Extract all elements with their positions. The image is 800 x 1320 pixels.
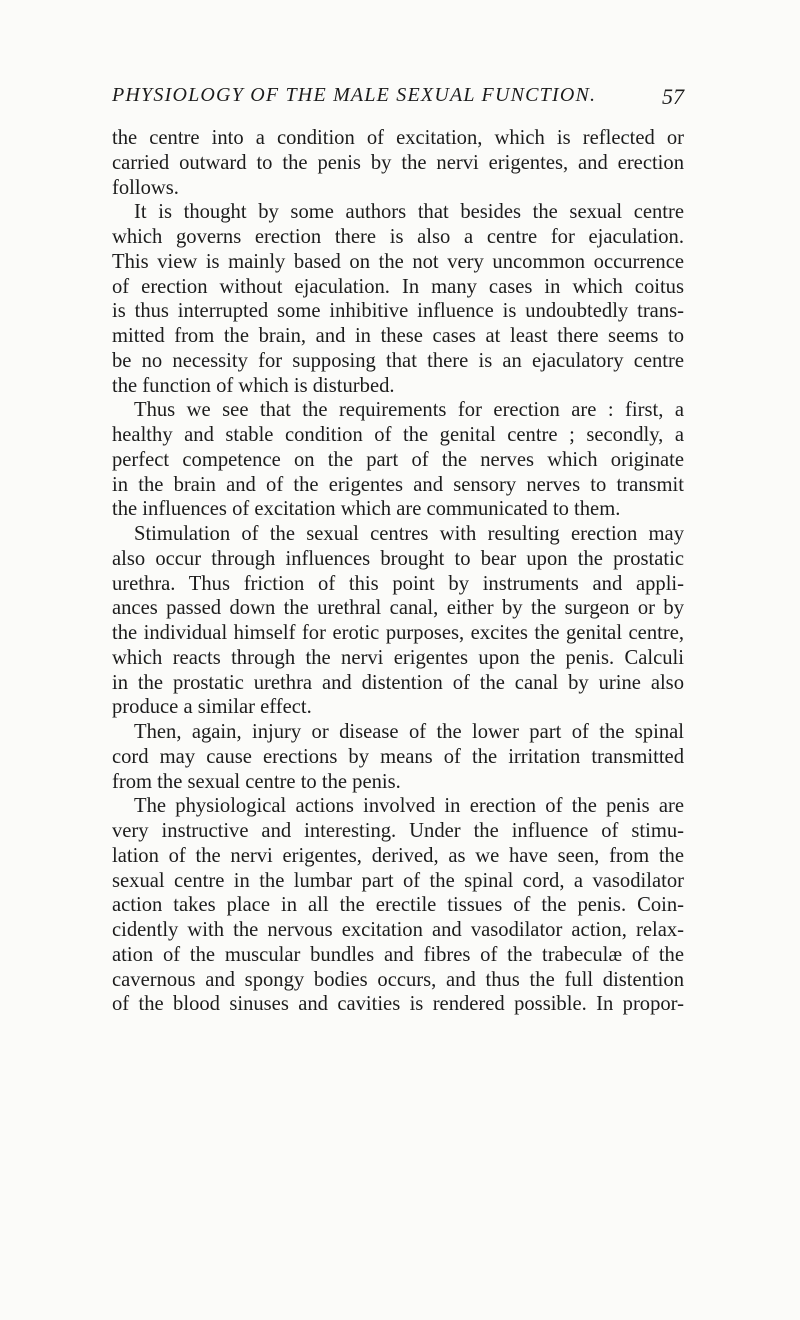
text-line: also occur through influences brought to bear upon the prostatic — [112, 547, 684, 570]
text-line: produce a similar effect. — [112, 696, 312, 719]
text-line: of the blood sinuses and cavities is rendered possible. In propor- — [112, 993, 684, 1016]
text-line: urethra. Thus friction of this point by instruments and appli- — [112, 572, 684, 595]
text-line: of erection without ejaculation. In many cases in which coitus — [112, 275, 684, 298]
text-line: from the sexual centre to the penis. — [112, 770, 401, 793]
text-line: the centre into a condition of excitation, which is reflected or — [112, 127, 684, 149]
text-line: Thus we see that the requirements for erection are : first, a — [134, 399, 684, 422]
text-line: It is thought by some authors that besides the sexual centre — [134, 201, 684, 224]
text-line: carried outward to the penis by the nervi erigentes, and erection — [112, 151, 684, 174]
text-line: The physiological actions involved in erection of the penis are — [134, 795, 684, 818]
page-number: 57 — [662, 84, 684, 109]
text-line: ation of the muscular bundles and fibres of the trabeculæ of the — [112, 943, 684, 966]
text-line: which governs erection there is also a centre for ejaculation. — [112, 226, 684, 248]
text-line: cidently with the nervous excitation and vasodilator action, relax- — [112, 919, 684, 941]
text-line: action takes place in all the erectile tissues of the penis. Coin- — [112, 894, 684, 917]
text-line: is thus interrupted some inhibitive influence is undoubtedly trans- — [112, 300, 684, 323]
text-line: very instructive and interesting. Under the influence of stimu- — [112, 820, 684, 842]
text-line: Then, again, injury or disease of the lower part of the spinal — [134, 721, 684, 743]
text-line: be no necessity for supposing that there is an ejaculatory centre — [112, 349, 684, 372]
text-line: in the brain and of the erigentes and sensory nerves to transmit — [112, 473, 684, 496]
text-line: sexual centre in the lumbar part of the spinal cord, a vasodilator — [112, 869, 684, 892]
text-line: healthy and stable condition of the genital centre ; secondly, a — [112, 424, 684, 446]
body-text — [112, 126, 684, 1017]
text-line: follows. — [112, 176, 179, 199]
text-line: Stimulation of the sexual centres with resulting erection may — [134, 523, 684, 545]
text-line: cavernous and spongy bodies occurs, and thus the full distention — [112, 968, 684, 991]
text-line: ances passed down the urethral canal, either by the surgeon or by — [112, 597, 684, 620]
text-line: cord may cause erections by means of the irritation transmitted — [112, 745, 684, 768]
text-line: the influences of excitation which are communicated to them. — [112, 498, 621, 521]
text-line: the function of which is disturbed. — [112, 374, 395, 397]
text-line: the individual himself for erotic purposes, excites the genital centre, — [112, 622, 684, 644]
running-title: PHYSIOLOGY OF THE MALE SEXUAL FUNCTION. — [112, 84, 597, 106]
text-line: mitted from the brain, and in these cases at least there seems to — [112, 325, 684, 347]
text-line: perfect competence on the part of the nerves which originate — [112, 448, 684, 471]
running-head — [112, 84, 684, 112]
text-line: which reacts through the nervi erigentes upon the penis. Calculi — [112, 646, 684, 669]
text-line: lation of the nervi erigentes, derived, as we have seen, from the — [112, 844, 684, 867]
text-line: in the prostatic urethra and distention of the canal by urine also — [112, 671, 684, 694]
text-line: This view is mainly based on the not very uncommon occurrence — [112, 250, 684, 273]
